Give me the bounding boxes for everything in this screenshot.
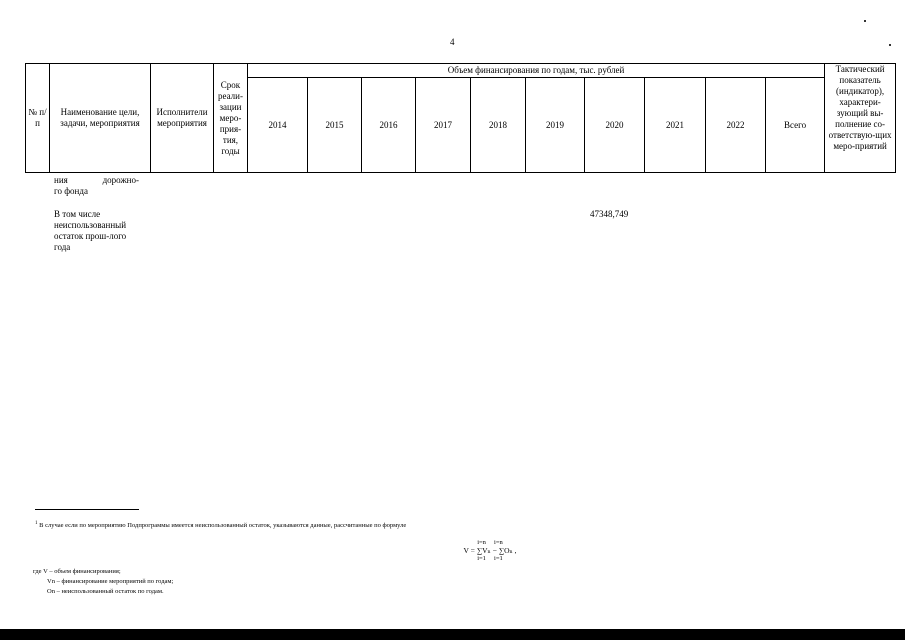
formula-on: On – неиспользованный остаток по годам. — [47, 588, 164, 595]
header-term: Срок реали-зации меро-прия-тия, годы — [214, 64, 248, 173]
year-header: 2014 — [248, 78, 308, 173]
year-header: 2015 — [308, 78, 362, 173]
remainder-value: 47348,749 — [590, 209, 629, 219]
year-header: 2016 — [362, 78, 416, 173]
header-executors: Исполнители мероприятия — [151, 64, 214, 173]
scan-speck — [889, 44, 891, 46]
page-number: 4 — [450, 37, 455, 47]
formula-where: где V – объем финансирования; — [33, 568, 121, 575]
year-header: 2020 — [585, 78, 645, 173]
formula-upper-limits: i=n i=n — [477, 539, 503, 546]
formula-lower-limits: i=1 i=1 — [477, 555, 503, 562]
scan-edge-bar — [0, 629, 905, 640]
year-header: 2021 — [645, 78, 706, 173]
header-indicator: Тактический показатель (индикатор), характери-зующий вы-полнение со-ответствую-щих меро-приятий — [825, 64, 896, 173]
formula — [440, 539, 540, 563]
financing-table — [25, 63, 896, 173]
header-funding: Объем финансирования по годам, тыс. рублей — [248, 64, 825, 78]
continuation-text: го фонда — [54, 186, 88, 196]
footnote — [35, 519, 635, 530]
year-header: 2018 — [471, 78, 526, 173]
formula-expression: V = ∑Vₙ − ∑Oₙ , — [463, 546, 517, 555]
year-header-total: Всего — [766, 78, 825, 173]
year-header: 2019 — [526, 78, 585, 173]
year-header: 2022 — [706, 78, 766, 173]
scan-speck — [864, 20, 866, 22]
formula-vn: Vn – финансирование мероприятий по годам; — [47, 578, 174, 585]
continuation-text: ния дорожно- — [54, 175, 139, 185]
header-name: Наименование цели, задачи, мероприятия — [50, 64, 151, 173]
header-number: № п/п — [26, 64, 50, 173]
footnote-divider — [35, 509, 139, 510]
footnote-marker: 1 — [35, 521, 38, 526]
year-header: 2017 — [416, 78, 471, 173]
footnote-text: В случае если по мероприятию Подпрограммы имеется неиспользованный остаток, указываются данные, рассчитанные по формуле — [39, 522, 407, 530]
remainder-label: В том числе неиспользованный остаток прош-лого года — [54, 209, 127, 252]
